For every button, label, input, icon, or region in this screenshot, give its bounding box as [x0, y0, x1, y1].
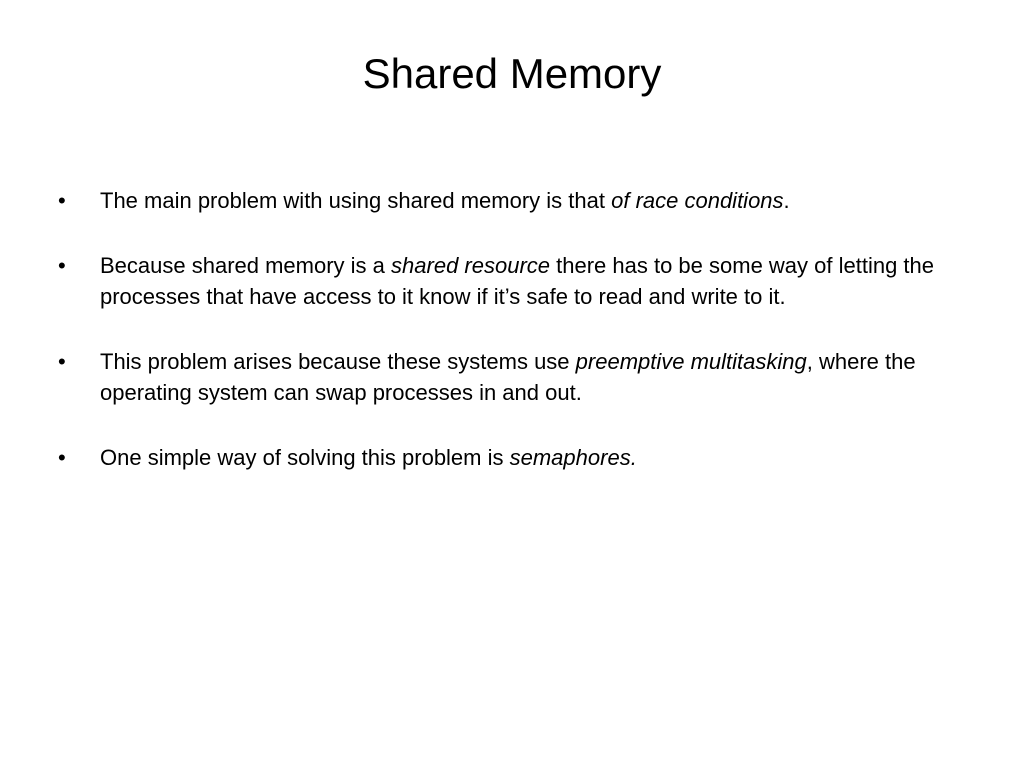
- bullet-text-segment: , where the operating system can swap processes in and out.: [100, 349, 916, 405]
- bullet-text-emphasis: shared resource: [391, 253, 551, 278]
- bullet-marker: •: [58, 349, 66, 374]
- bullet-text-segment: Because shared memory is a: [100, 253, 392, 278]
- bullet-item: [56, 442, 976, 473]
- bullet-text-segment: .: [783, 188, 790, 213]
- bullet-text-segment: there has to be some way of letting the processes that have access to it know if it’s safe to read and write to it.: [100, 253, 935, 309]
- slide-title: Shared Memory: [362, 50, 662, 97]
- bullet-item: [56, 250, 976, 312]
- bullet-item: [56, 346, 976, 408]
- bullet-text-emphasis: of race conditions: [611, 188, 784, 213]
- bullet-text-segment: This problem arises because these systems use: [100, 349, 576, 374]
- bullet-text-emphasis: semaphores.: [509, 445, 637, 470]
- bullet-marker: •: [58, 188, 66, 213]
- bullet-text-emphasis: preemptive multitasking: [575, 349, 807, 374]
- bullet-marker: •: [58, 253, 66, 278]
- bullet-list: [56, 185, 976, 507]
- bullet-text-segment: One simple way of solving this problem is: [100, 445, 510, 470]
- bullet-item: [56, 185, 976, 216]
- bullet-text-segment: The main problem with using shared memory is that: [100, 188, 612, 213]
- bullet-marker: •: [58, 445, 66, 470]
